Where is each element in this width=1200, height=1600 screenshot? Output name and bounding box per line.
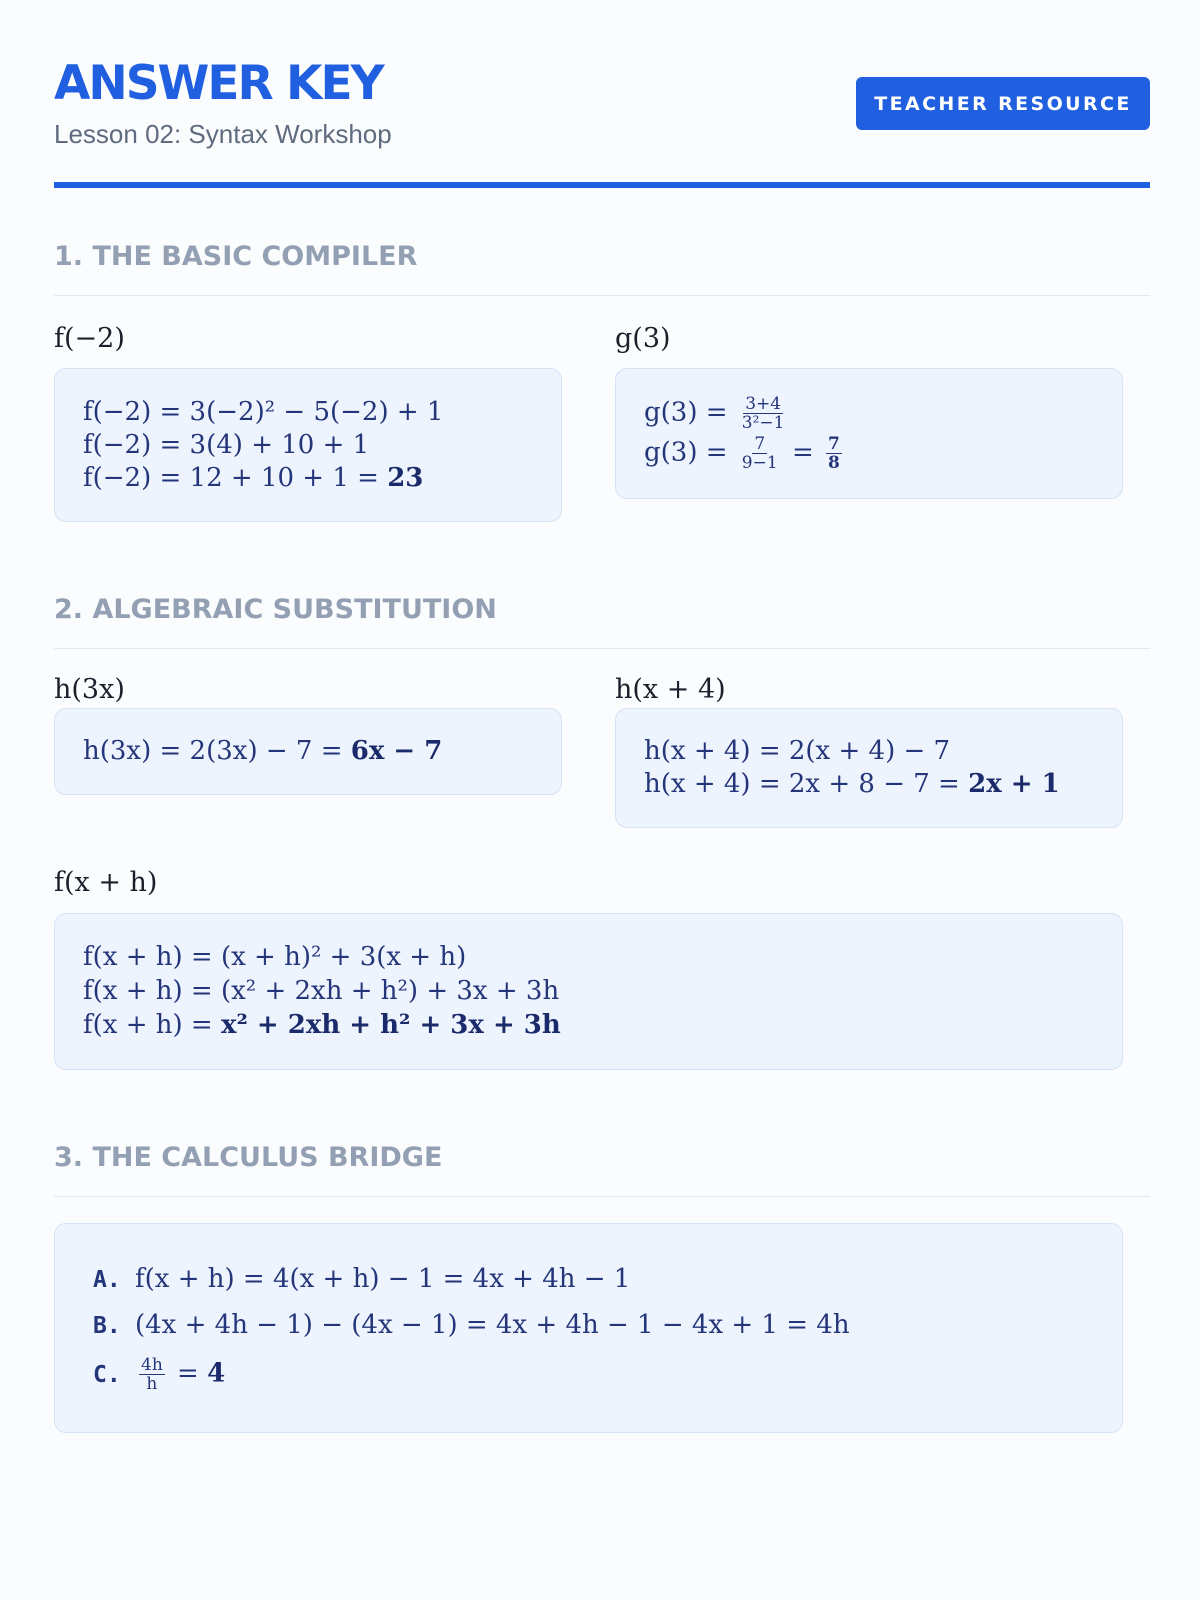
solution-text: g(3) = <box>644 397 736 428</box>
section-title-basic-compiler: 1. THE BASIC COMPILER <box>54 241 418 272</box>
solution-line <box>644 767 1060 801</box>
header-divider <box>54 182 1150 188</box>
equals-sign: = <box>791 437 814 468</box>
section-divider <box>54 1196 1150 1197</box>
solution-text: f(x + h) = <box>83 1010 221 1040</box>
fraction-numerator: 4h <box>141 1355 163 1375</box>
solution-text: h(x + 4) = 2x + 8 − 7 = <box>644 769 969 799</box>
solution-line: f(−2) = 3(4) + 10 + 1 <box>83 430 370 460</box>
item-text: f(x + h) = 4(x + h) − 1 = 4x + 4h − 1 <box>135 1264 631 1294</box>
final-answer-fraction <box>826 435 842 472</box>
solution-line: f(x + h) = (x² + 2xh + h²) + 3x + 3h <box>83 976 560 1006</box>
fraction-numerator: 7 <box>754 434 766 454</box>
page-title: ANSWER KEY <box>54 56 383 111</box>
item-letter: B. <box>93 1313 121 1339</box>
solution-line <box>644 435 846 472</box>
solution-line: f(x + h) = (x + h)² + 3(x + h) <box>83 942 467 972</box>
fraction-denominator: 9−1 <box>741 453 778 473</box>
list-item <box>93 1262 630 1297</box>
solution-box-f-neg2 <box>54 368 562 522</box>
final-answer: 4 <box>207 1358 226 1389</box>
section-divider <box>54 295 1150 296</box>
item-letter: A. <box>93 1267 121 1293</box>
fraction-denominator: h <box>146 1374 158 1394</box>
fraction-numerator: 3+4 <box>745 394 782 414</box>
list-item <box>93 1356 225 1393</box>
problem-label-h-x-plus-4: h(x + 4) <box>615 674 726 705</box>
solution-text: g(3) = <box>644 437 736 468</box>
solution-box-f-x-plus-h <box>54 913 1123 1070</box>
section-title-algebraic-substitution: 2. ALGEBRAIC SUBSTITUTION <box>54 594 497 625</box>
fraction <box>740 395 787 432</box>
header <box>54 55 1150 155</box>
item-text: (4x + 4h − 1) − (4x − 1) = 4x + 4h − 1 − 4x + 1 = 4h <box>135 1310 850 1340</box>
solution-box-g-3 <box>615 368 1123 499</box>
fraction <box>139 1356 165 1393</box>
final-answer: 6x − 7 <box>350 736 443 766</box>
problem-label-f-x-plus-h: f(x + h) <box>54 867 158 898</box>
final-answer: 2x + 1 <box>968 769 1060 799</box>
solution-box-h-3x <box>54 708 562 795</box>
solution-line <box>83 734 442 768</box>
solution-line: f(−2) = 3(−2)² − 5(−2) + 1 <box>83 397 444 427</box>
final-answer: 23 <box>387 463 424 493</box>
item-letter: C. <box>93 1361 121 1388</box>
solution-line: h(x + 4) = 2(x + 4) − 7 <box>644 736 951 766</box>
fraction <box>740 435 780 472</box>
final-answer: x² + 2xh + h² + 3x + 3h <box>220 1010 561 1040</box>
problem-label-g-3: g(3) <box>615 323 671 354</box>
solution-line <box>644 395 791 432</box>
problem-label-h-3x: h(3x) <box>54 674 125 705</box>
list-item <box>93 1308 850 1343</box>
fraction-numerator: 7 <box>828 434 840 454</box>
solution-text: h(3x) = 2(3x) − 7 = <box>83 736 351 766</box>
page-subtitle: Lesson 02: Syntax Workshop <box>54 119 392 149</box>
fraction-denominator: 3²−1 <box>741 413 785 433</box>
solution-box-h-x-plus-4 <box>615 708 1123 828</box>
solution-text: f(−2) = 12 + 10 + 1 = <box>83 463 388 493</box>
answer-key-page <box>54 0 1150 1600</box>
section-divider <box>54 648 1150 649</box>
section-title-calculus-bridge: 3. THE CALCULUS BRIDGE <box>54 1142 443 1173</box>
solution-box-calculus-bridge <box>54 1223 1123 1433</box>
fraction-denominator: 8 <box>828 453 840 473</box>
solution-line <box>83 461 423 495</box>
solution-line <box>83 1008 561 1042</box>
teacher-resource-badge: TEACHER RESOURCE <box>856 77 1150 130</box>
item-text: = <box>168 1358 208 1389</box>
problem-label-f-neg2: f(−2) <box>54 323 125 354</box>
